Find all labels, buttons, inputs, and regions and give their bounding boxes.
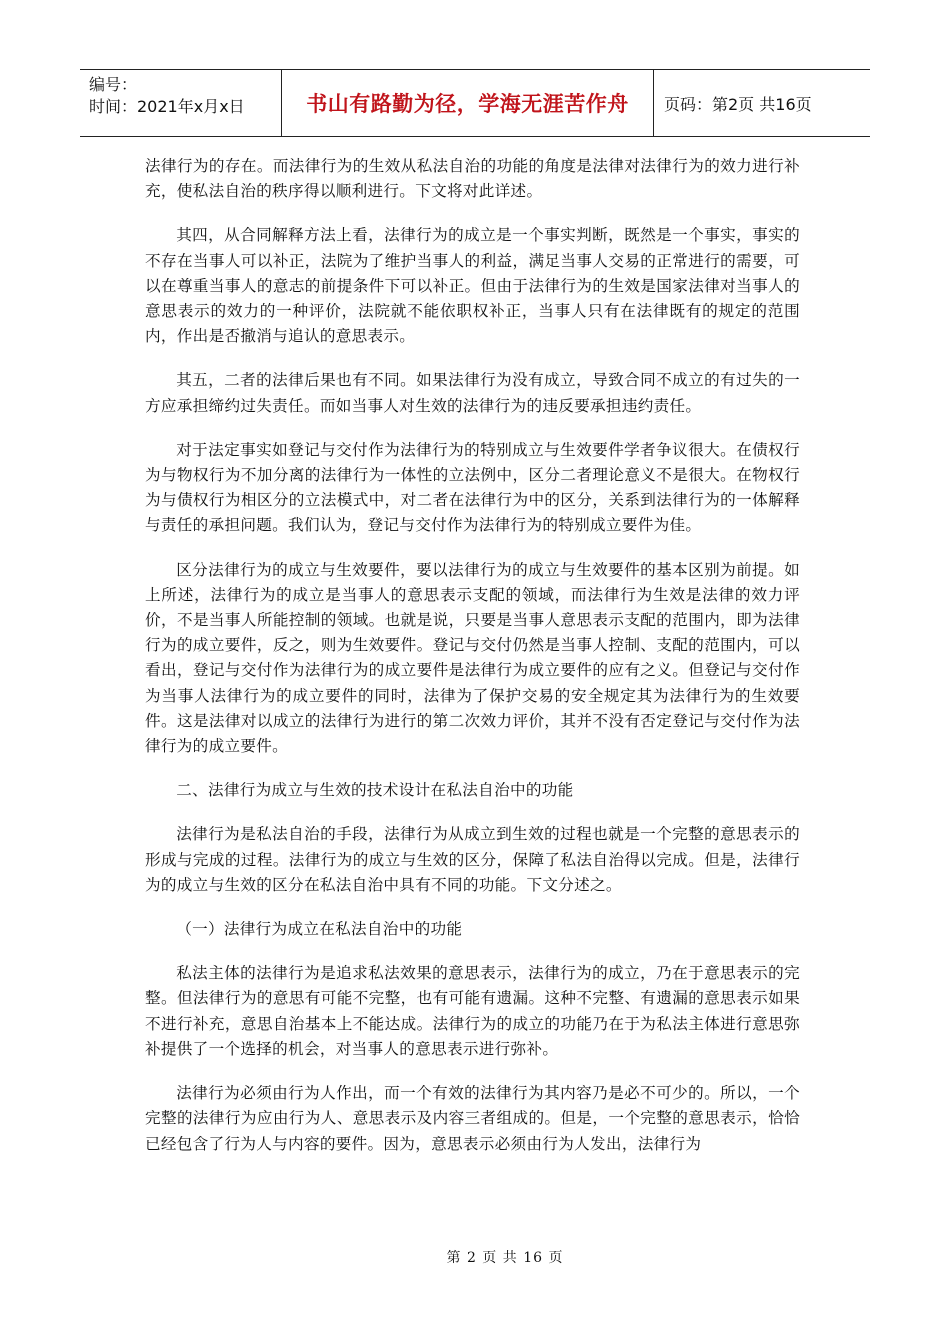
header-motto-cell <box>281 70 654 136</box>
document-number-label: 编号： <box>89 75 138 94</box>
paragraph: 法律行为的存在。而法律行为的生效从私法自治的功能的角度是法律对法律行为的效力进行补充，使私法自治的秩序得以顺利进行。下文将对此详述。 <box>145 157 800 201</box>
page-footer: 第 2 页 共 16 页 <box>446 1250 564 1266</box>
page-header <box>80 69 870 137</box>
paragraph: 其五，二者的法律后果也有不同。如果法律行为没有成立，导致合同不成立的有过失的一方应承担缔约过失责任。而如当事人对生效的法律行为的违反要承担违约责任。 <box>145 371 800 415</box>
paragraph: 区分法律行为的成立与生效要件，要以法律行为的成立与生效要件的基本区别为前提。如上所述，法律行为的成立是当事人的意思表示支配的领域，而法律行为生效是法律的效力评价，不是当事人所能控制的领域。也就是说，只要是当事人意思表示支配的范围内，即为法律行为的成立要件，反之，则为生效要件。登记与交付仍然是当事人控制、支配的范围内，可以看出，登记与交付作为法律行为的成立要件是法律行为成立要件的应有之义。但登记与交付作为当事人法律行为的成立要件的同时，法律为了保护交易的安全规定其为法律行为的生效要件。这是法律对以成立的法律行为进行的第二次效力评价，其并不没有否定登记与交付作为法律行为的成立要件。 <box>145 560 800 756</box>
paragraph: 法律行为是私法自治的手段，法律行为从成立到生效的过程也就是一个完整的意思表示的形成与完成的过程。法律行为的成立与生效的区分，保障了私法自治得以完成。但是，法律行为的成立与生效的区分在私法自治中具有不同的功能。下文分述之。 <box>145 825 800 894</box>
header-page-info: 页码：第2页 共16页 <box>664 94 812 114</box>
header-info-cell <box>80 70 281 136</box>
header-page-cell <box>654 70 870 136</box>
subsection-heading: （一）法律行为成立在私法自治中的功能 <box>176 920 463 939</box>
paragraph: 对于法定事实如登记与交付作为法律行为的特别成立与生效要件学者争议很大。在债权行为与物权行为不加分离的法律行为一体性的立法例中，区分二者理论意义不是很大。在物权行为与债权行为相区分的立法模式中，对二者在法律行为中的区分，关系到法律行为的一体解释与责任的承担问题。我们认为，登记与交付作为法律行为的特别成立要件为佳。 <box>145 440 800 535</box>
paragraph: 其四，从合同解释方法上看，法律行为的成立是一个事实判断，既然是一个事实，事实的不存在当事人可以补正，法院为了维护当事人的利益，满足当事人交易的正常进行的需要，可以在尊重当事人的意志的前提条件下可以补正。但由于法律行为的生效是国家法律对当事人的意思表示的效力的一种评价，法院就不能依职权补正，当事人只有在法律既有的规定的范围内，作出是否撤消与追认的意思表示。 <box>145 226 800 346</box>
paragraph: 私法主体的法律行为是追求私法效果的意思表示，法律行为的成立，乃在于意思表示的完整。但法律行为的意思有可能不完整，也有可能有遗漏。这种不完整、有遗漏的意思表示如果不进行补充，意思自治基本上不能达成。法律行为的成立的功能乃在于为私法主体进行意思弥补提供了一个选择的机会，对当事人的意思表示进行弥补。 <box>145 964 800 1058</box>
document-date: 时间：2021年x月x日 <box>89 97 245 116</box>
paragraph: 法律行为必须由行为人作出，而一个有效的法律行为其内容乃是必不可少的。所以，一个完整的法律行为应由行为人、意思表示及内容三者组成的。但是，一个完整的意思表示，恰恰已经包含了行为人与内容的要件。因为，意思表示必须由行为人发出，法律行为 <box>145 1084 800 1153</box>
section-heading: 二、法律行为成立与生效的技术设计在私法自治中的功能 <box>176 781 574 800</box>
document-body <box>145 154 800 1176</box>
header-motto: 书山有路勤为径，学海无涯苦作舟 <box>306 92 629 116</box>
